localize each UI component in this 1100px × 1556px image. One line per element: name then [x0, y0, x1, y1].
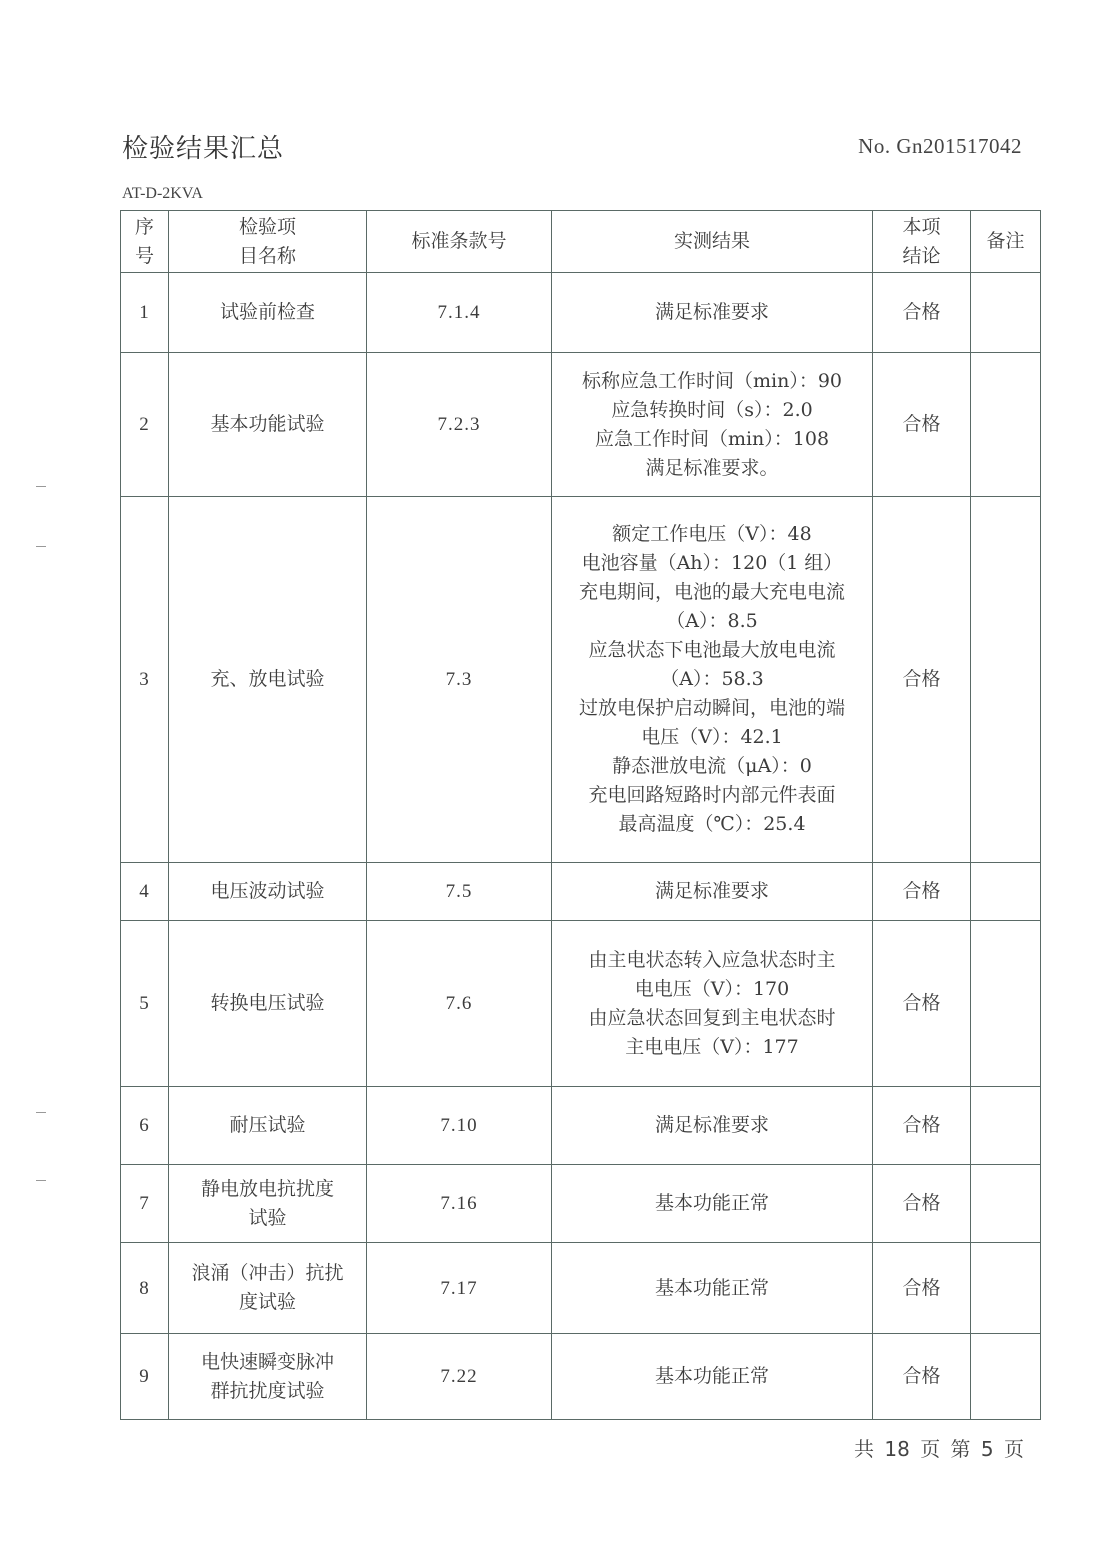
table-row: [121, 353, 1041, 497]
table-row: [121, 921, 1041, 1087]
conclusion: 合格: [873, 921, 971, 1087]
scan-artifact: [36, 546, 46, 547]
measured-result: 满足标准要求: [552, 863, 873, 921]
table-row: [121, 497, 1041, 863]
product-model: AT-D-2KVA: [122, 185, 203, 202]
item-name: 电快速瞬变脉冲 群抗扰度试验: [169, 1334, 367, 1420]
page-number: 共 18 页 第 5 页: [854, 1437, 1024, 1461]
column-header-no: 序 号: [121, 211, 169, 273]
column-header-clause: 标准条款号: [367, 211, 552, 273]
row-no: 6: [121, 1087, 169, 1165]
row-no: 8: [121, 1243, 169, 1334]
scan-artifact: [36, 1180, 46, 1181]
conclusion: 合格: [873, 1334, 971, 1420]
clause-no: 7.16: [367, 1165, 552, 1243]
clause-no: 7.2.3: [367, 353, 552, 497]
column-header-item-name: 检验项 目名称: [169, 211, 367, 273]
item-name: 浪涌（冲击）抗扰 度试验: [169, 1243, 367, 1334]
clause-no: 7.17: [367, 1243, 552, 1334]
remark: [971, 1334, 1041, 1420]
row-no: 1: [121, 273, 169, 353]
clause-no: 7.1.4: [367, 273, 552, 353]
measured-result: 由主电状态转入应急状态时主 电电压（V）：170 由应急状态回复到主电状态时 主电电压（V）：177: [552, 921, 873, 1087]
remark: [971, 1165, 1041, 1243]
conclusion: 合格: [873, 273, 971, 353]
row-no: 5: [121, 921, 169, 1087]
row-no: 9: [121, 1334, 169, 1420]
table-row: [121, 1087, 1041, 1165]
row-no: 4: [121, 863, 169, 921]
results-table: [120, 210, 1041, 1420]
item-name: 充、放电试验: [169, 497, 367, 863]
remark: [971, 273, 1041, 353]
row-no: 7: [121, 1165, 169, 1243]
conclusion: 合格: [873, 497, 971, 863]
item-name: 耐压试验: [169, 1087, 367, 1165]
conclusion: 合格: [873, 353, 971, 497]
column-header-conclusion: 本项 结论: [873, 211, 971, 273]
row-no: 3: [121, 497, 169, 863]
clause-no: 7.5: [367, 863, 552, 921]
clause-no: 7.22: [367, 1334, 552, 1420]
column-header-remark: 备注: [971, 211, 1041, 273]
table-row: [121, 1165, 1041, 1243]
measured-result: 满足标准要求: [552, 1087, 873, 1165]
item-name: 转换电压试验: [169, 921, 367, 1087]
remark: [971, 863, 1041, 921]
page-title: 检验结果汇总: [122, 134, 285, 164]
remark: [971, 497, 1041, 863]
table-row: [121, 273, 1041, 353]
remark: [971, 1243, 1041, 1334]
remark: [971, 1087, 1041, 1165]
measured-result: 标称应急工作时间（min）：90 应急转换时间（s）：2.0 应急工作时间（min）：108 满足标准要求。: [552, 353, 873, 497]
table-row: [121, 863, 1041, 921]
row-no: 2: [121, 353, 169, 497]
measured-result: 额定工作电压（V）：48 电池容量（Ah）：120（1 组） 充电期间，电池的最大充电电流 （A）：8.5 应急状态下电池最大放电电流 （A）：58.3 过放电保护启动瞬间，电池的端 电压（V）：42.1 静态泄放电流（μA）：0 充电回路短路时内部元件表面 最高温度（℃）：25.4: [552, 497, 873, 863]
item-name: 基本功能试验: [169, 353, 367, 497]
item-name: 电压波动试验: [169, 863, 367, 921]
remark: [971, 921, 1041, 1087]
column-header-result: 实测结果: [552, 211, 873, 273]
item-name: 静电放电抗扰度 试验: [169, 1165, 367, 1243]
conclusion: 合格: [873, 1243, 971, 1334]
conclusion: 合格: [873, 863, 971, 921]
measured-result: 基本功能正常: [552, 1165, 873, 1243]
scan-artifact: [36, 486, 46, 487]
clause-no: 7.10: [367, 1087, 552, 1165]
conclusion: 合格: [873, 1165, 971, 1243]
table-header-row: [121, 211, 1041, 273]
measured-result: 基本功能正常: [552, 1334, 873, 1420]
scan-artifact: [36, 1112, 46, 1113]
table-row: [121, 1243, 1041, 1334]
measured-result: 满足标准要求: [552, 273, 873, 353]
item-name: 试验前检查: [169, 273, 367, 353]
table-row: [121, 1334, 1041, 1420]
report-number: No. Gn201517042: [858, 134, 1022, 158]
remark: [971, 353, 1041, 497]
measured-result: 基本功能正常: [552, 1243, 873, 1334]
clause-no: 7.3: [367, 497, 552, 863]
clause-no: 7.6: [367, 921, 552, 1087]
conclusion: 合格: [873, 1087, 971, 1165]
